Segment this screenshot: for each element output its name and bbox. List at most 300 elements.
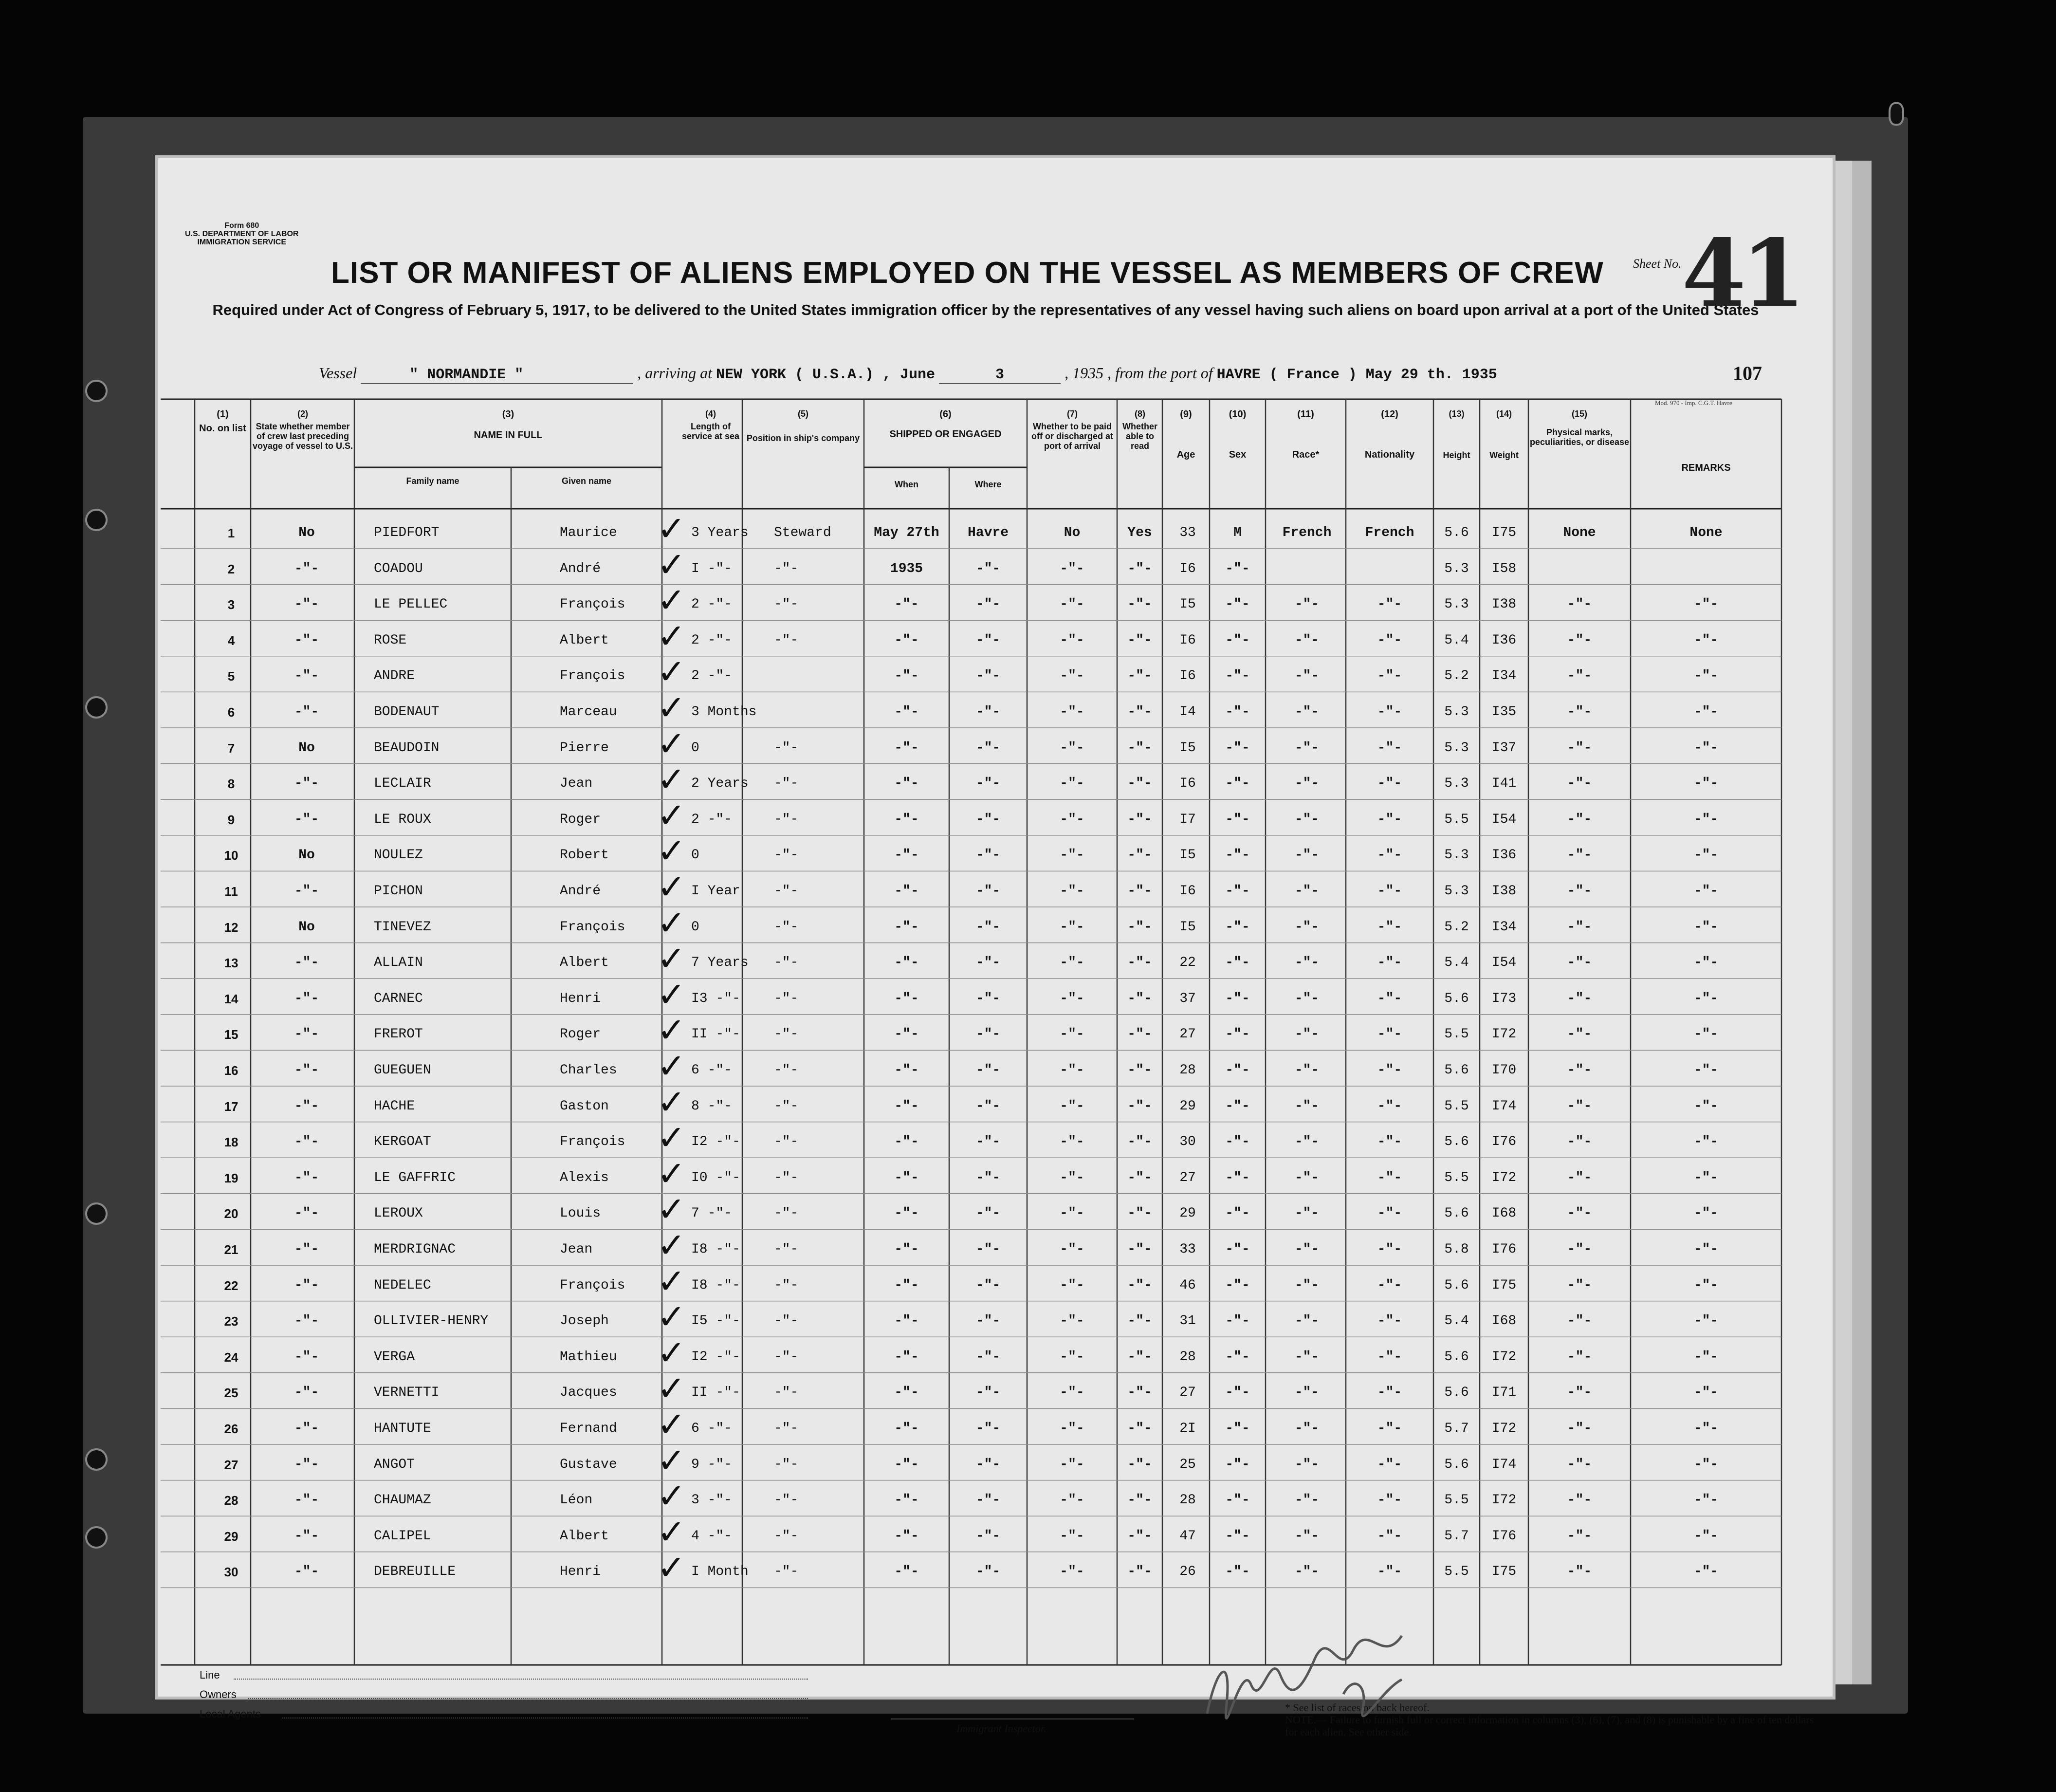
remarks-cell: -"- [1693, 1206, 1719, 1221]
age-cell: 28 [1179, 1063, 1196, 1078]
remarks-cell: -"- [1693, 919, 1719, 935]
age-cell: 37 [1179, 991, 1196, 1006]
row-number-cell: 16 [224, 1063, 239, 1078]
weight-cell: I74 [1491, 1098, 1517, 1114]
length-of-service-cell: 7 -"- [691, 1206, 733, 1221]
nationality-cell: -"- [1377, 1564, 1402, 1580]
check-mark-icon: ✓ [657, 1261, 686, 1301]
previous-voyage-cell: -"- [294, 1457, 319, 1472]
line-field [234, 1679, 808, 1680]
shipped-where-cell: -"- [975, 1170, 1001, 1185]
check-mark-icon: ✓ [657, 1118, 686, 1158]
nationality-cell: -"- [1377, 632, 1402, 648]
physical-marks-cell: -"- [1567, 1098, 1592, 1114]
arriving-label: , arriving at [637, 364, 712, 382]
physical-marks-cell: -"- [1567, 1170, 1592, 1185]
physical-marks-cell: -"- [1567, 776, 1592, 792]
family-name-cell: ANGOT [374, 1457, 415, 1472]
col-header-family-name: Family name [406, 476, 459, 486]
physical-marks-cell: -"- [1567, 1242, 1592, 1257]
length-of-service-cell: 2 -"- [691, 812, 733, 827]
position-cell: -"- [774, 1063, 799, 1078]
col-header-race [1266, 409, 1346, 461]
check-mark-icon: ✓ [657, 867, 686, 907]
height-cell: 5.4 [1444, 1313, 1469, 1329]
given-name-cell: Henri [560, 991, 601, 1006]
weight-cell: I70 [1491, 1063, 1517, 1078]
height-cell: 5.7 [1444, 1421, 1469, 1436]
age-cell: I6 [1179, 561, 1196, 576]
shipped-when-cell: -"- [894, 884, 919, 899]
paid-off-cell: -"- [1060, 955, 1084, 971]
col-header-remarks: REMARKS [1681, 462, 1731, 473]
race-cell: -"- [1294, 668, 1320, 684]
physical-marks-cell: -"- [1567, 704, 1592, 720]
punch-hole [85, 1448, 108, 1471]
previous-voyage-cell: -"- [294, 1421, 319, 1436]
shipped-where-cell: -"- [975, 740, 1001, 756]
nationality-cell: -"- [1377, 1313, 1402, 1329]
physical-marks-cell: -"- [1567, 812, 1592, 827]
col-number: (12) [1381, 409, 1398, 420]
shipped-when-cell: -"- [894, 1206, 919, 1221]
local-agents-label: Local Agents [200, 1708, 261, 1720]
race-cell: -"- [1294, 1098, 1320, 1114]
race-cell: -"- [1294, 812, 1320, 827]
length-of-service-cell: I0 -"- [691, 1170, 740, 1185]
able-to-read-cell: -"- [1127, 668, 1152, 684]
row-number-cell: 1 [227, 526, 235, 540]
inspector-signature-line [891, 1718, 1134, 1719]
remarks-cell: -"- [1693, 1170, 1719, 1185]
family-name-cell: KERGOAT [374, 1134, 431, 1150]
height-cell: 5.3 [1444, 597, 1469, 612]
length-of-service-cell: 3 Months [691, 704, 757, 720]
shipped-when-cell: -"- [894, 1134, 919, 1150]
row-number-cell: 8 [227, 776, 235, 792]
height-cell: 5.3 [1444, 848, 1469, 863]
given-name-cell: François [560, 668, 625, 684]
shipped-where-cell: -"- [975, 1457, 1001, 1472]
position-cell: -"- [774, 597, 799, 612]
length-of-service-cell: I2 -"- [691, 1349, 740, 1365]
sex-cell: -"- [1225, 1385, 1250, 1401]
sex-cell: -"- [1225, 561, 1250, 576]
able-to-read-cell: -"- [1127, 1493, 1152, 1508]
length-of-service-cell: 3 Years [691, 525, 749, 540]
physical-marks-cell: -"- [1567, 597, 1592, 612]
sex-cell: -"- [1225, 991, 1250, 1006]
paid-off-cell: -"- [1060, 1349, 1084, 1365]
row-number-cell: 15 [224, 1027, 239, 1042]
row-number-cell: 24 [224, 1349, 239, 1365]
given-name-cell: Gustave [560, 1457, 617, 1472]
col-header-name [354, 409, 662, 441]
able-to-read-cell: -"- [1127, 1027, 1152, 1042]
height-cell: 5.6 [1444, 1063, 1469, 1078]
shipped-when-cell: -"- [894, 1385, 919, 1401]
weight-cell: I72 [1491, 1027, 1517, 1042]
check-mark-icon: ✓ [657, 616, 686, 656]
paid-off-cell: -"- [1060, 632, 1084, 648]
sex-cell: -"- [1225, 1564, 1250, 1580]
age-cell: I5 [1179, 919, 1196, 935]
remarks-cell: -"- [1693, 1277, 1719, 1293]
row-number-cell: 4 [227, 633, 235, 648]
remarks-cell: -"- [1693, 812, 1719, 827]
height-cell: 5.3 [1444, 776, 1469, 792]
family-name-cell: HACHE [374, 1098, 415, 1114]
col-label: Length of service at sea [681, 422, 740, 441]
able-to-read-cell: -"- [1127, 955, 1152, 971]
weight-cell: I37 [1491, 740, 1517, 756]
shipped-where-cell: -"- [975, 848, 1001, 863]
able-to-read-cell: -"- [1127, 561, 1152, 576]
weight-cell: I36 [1491, 848, 1517, 863]
given-name-cell: Roger [560, 812, 601, 827]
nationality-cell: -"- [1377, 668, 1402, 684]
arrival-day: 3 [995, 367, 1005, 383]
able-to-read-cell: -"- [1127, 740, 1152, 756]
punch-hole [1889, 102, 1904, 126]
physical-marks-cell: -"- [1567, 1385, 1592, 1401]
nationality-cell: -"- [1377, 1277, 1402, 1293]
paid-off-cell: -"- [1060, 1098, 1084, 1114]
paid-off-cell: -"- [1060, 597, 1084, 612]
length-of-service-cell: 0 [691, 740, 699, 756]
race-cell [1268, 559, 1346, 579]
sex-cell: -"- [1225, 1528, 1250, 1544]
weight-cell: I71 [1491, 1385, 1517, 1401]
previous-voyage-cell: -"- [294, 597, 319, 612]
paid-off-cell: -"- [1060, 1493, 1084, 1508]
remarks-cell: -"- [1693, 848, 1719, 863]
col-label: Age [1176, 449, 1195, 460]
previous-voyage-cell: -"- [294, 1098, 319, 1114]
paid-off-cell: No [1064, 525, 1081, 540]
col-number: (4) [705, 409, 716, 419]
paid-off-cell: -"- [1060, 740, 1084, 756]
height-cell: 5.3 [1444, 561, 1469, 576]
physical-marks-cell: -"- [1567, 1493, 1592, 1508]
position-cell: -"- [774, 884, 799, 899]
height-cell: 5.6 [1444, 1349, 1469, 1365]
physical-marks-cell: -"- [1567, 1457, 1592, 1472]
previous-voyage-cell: -"- [294, 1313, 319, 1329]
nationality-cell: -"- [1377, 1385, 1402, 1401]
sex-cell: -"- [1225, 1206, 1250, 1221]
age-cell: 22 [1179, 955, 1196, 971]
remarks-cell: -"- [1693, 1528, 1719, 1544]
page-title: LIST OR MANIFEST OF ALIENS EMPLOYED ON THE VESSEL AS MEMBERS OF CREW [331, 256, 1604, 290]
previous-voyage-cell: -"- [294, 632, 319, 648]
paid-off-cell: -"- [1060, 1027, 1084, 1042]
nationality-cell: -"- [1377, 1027, 1402, 1042]
shipped-when-cell: -"- [894, 632, 919, 648]
family-name-cell: NEDELEC [374, 1277, 431, 1293]
given-name-cell: Roger [560, 1027, 601, 1042]
race-cell: -"- [1294, 1277, 1320, 1293]
col-header-height [1433, 409, 1480, 460]
previous-voyage-cell: -"- [294, 1063, 319, 1078]
remarks-cell: -"- [1693, 776, 1719, 792]
given-name-cell: Albert [560, 955, 609, 971]
height-cell: 5.2 [1444, 668, 1469, 684]
col-header-when: When [895, 480, 918, 489]
check-mark-icon: ✓ [657, 1440, 686, 1480]
weight-cell: I76 [1491, 1528, 1517, 1544]
able-to-read-cell: Yes [1127, 525, 1152, 540]
height-cell: 5.8 [1444, 1242, 1469, 1257]
sex-cell: -"- [1225, 668, 1250, 684]
family-name-cell: DEBREUILLE [374, 1564, 456, 1580]
check-mark-icon: ✓ [657, 1225, 686, 1265]
given-name-cell: André [560, 561, 601, 576]
able-to-read-cell: -"- [1127, 632, 1152, 648]
shipped-where-cell: -"- [975, 704, 1001, 720]
height-cell: 5.3 [1444, 704, 1469, 720]
nationality-cell: -"- [1377, 1206, 1402, 1221]
given-name-cell: Robert [560, 848, 609, 863]
arrival-port: NEW YORK ( U.S.A.) , June [716, 367, 936, 383]
paid-off-cell: -"- [1060, 1457, 1084, 1472]
shipped-where-cell: -"- [975, 1349, 1001, 1365]
col-header-nationality [1346, 409, 1433, 461]
height-cell: 5.6 [1444, 1134, 1469, 1150]
shipped-when-cell: -"- [894, 1421, 919, 1436]
previous-voyage-cell: -"- [294, 991, 319, 1006]
given-name-cell: Jean [560, 1242, 593, 1257]
nationality-cell: -"- [1377, 597, 1402, 612]
age-cell: I5 [1179, 740, 1196, 756]
col-label: Whether to be paid off or discharged at port of arrival [1031, 422, 1114, 451]
col-header-age [1162, 409, 1210, 461]
height-cell: 5.6 [1444, 1385, 1469, 1401]
length-of-service-cell: 7 Years [691, 955, 749, 971]
sex-cell: -"- [1225, 1493, 1250, 1508]
remarks-cell: -"- [1693, 632, 1719, 648]
nationality-cell: -"- [1377, 812, 1402, 827]
family-name-cell: VERNETTI [374, 1385, 440, 1401]
col-label: NAME IN FULL [474, 430, 543, 441]
sex-cell: M [1233, 525, 1242, 540]
given-name-cell: François [560, 597, 625, 612]
check-mark-icon: ✓ [657, 1404, 686, 1444]
able-to-read-cell: -"- [1127, 1098, 1152, 1114]
sex-cell: -"- [1225, 1134, 1250, 1150]
age-cell: 29 [1179, 1098, 1196, 1114]
given-name-cell: Alexis [560, 1170, 609, 1185]
shipped-where-cell: -"- [975, 1421, 1001, 1436]
shipped-where-cell: -"- [975, 1134, 1001, 1150]
previous-voyage-cell: -"- [294, 1242, 319, 1257]
check-mark-icon: ✓ [657, 1332, 686, 1373]
punch-hole [85, 380, 108, 402]
remarks-cell: -"- [1693, 668, 1719, 684]
family-name-cell: BODENAUT [374, 704, 440, 720]
previous-voyage-cell: -"- [294, 1170, 319, 1185]
remarks-cell: -"- [1693, 884, 1719, 899]
able-to-read-cell: -"- [1127, 1421, 1152, 1436]
previous-voyage-cell: -"- [294, 1277, 319, 1293]
sex-cell: -"- [1225, 1457, 1250, 1472]
age-cell: I5 [1179, 597, 1196, 612]
col-header-position [742, 409, 864, 443]
age-cell: I7 [1179, 812, 1196, 827]
remarks-cell: -"- [1693, 1134, 1719, 1150]
check-mark-icon: ✓ [657, 1476, 686, 1516]
shipped-where-cell: -"- [975, 597, 1001, 612]
family-name-cell: GUEGUEN [374, 1063, 431, 1078]
shipped-when-cell: -"- [894, 919, 919, 935]
sex-cell: -"- [1225, 1063, 1250, 1078]
weight-cell: I75 [1491, 525, 1517, 540]
physical-marks-cell: -"- [1567, 1564, 1592, 1580]
able-to-read-cell: -"- [1127, 1242, 1152, 1257]
check-mark-icon: ✓ [657, 795, 686, 835]
col-header-previous-voyage [252, 409, 353, 451]
age-cell: 31 [1179, 1313, 1196, 1329]
race-cell: -"- [1294, 1564, 1320, 1580]
physical-marks-cell: -"- [1567, 1027, 1592, 1042]
races-note: * See list of races on back hereof. [1285, 1701, 1430, 1714]
able-to-read-cell: -"- [1127, 1457, 1152, 1472]
length-of-service-cell: I5 -"- [691, 1313, 740, 1329]
col-number: (10) [1229, 409, 1247, 420]
row-number-cell: 30 [224, 1565, 239, 1580]
given-name-cell: Albert [560, 1528, 609, 1544]
given-name-cell: Fernand [560, 1421, 617, 1436]
able-to-read-cell: -"- [1127, 848, 1152, 863]
remarks-cell: -"- [1693, 1027, 1719, 1042]
height-cell: 5.5 [1444, 1564, 1469, 1580]
previous-voyage-cell: -"- [294, 668, 319, 684]
height-cell: 5.5 [1444, 1027, 1469, 1042]
able-to-read-cell: -"- [1127, 1528, 1152, 1544]
weight-cell: I68 [1491, 1206, 1517, 1221]
col-number: (1) [217, 409, 229, 420]
col-label: SHIPPED OR ENGAGED [889, 429, 1002, 440]
punch-hole [85, 1202, 108, 1225]
check-mark-icon: ✓ [657, 580, 686, 621]
paid-off-cell: -"- [1060, 812, 1084, 827]
physical-marks-cell: -"- [1567, 1134, 1592, 1150]
nationality-cell: -"- [1377, 1493, 1402, 1508]
family-name-cell: ROSE [374, 632, 407, 648]
col-label: Nationality [1364, 449, 1415, 460]
able-to-read-cell: -"- [1127, 776, 1152, 792]
sex-cell: -"- [1225, 740, 1250, 756]
family-name-cell: BEAUDOIN [374, 740, 440, 756]
height-cell: 5.6 [1444, 525, 1469, 540]
position-cell: -"- [774, 1564, 799, 1580]
race-cell: -"- [1294, 1313, 1320, 1329]
length-of-service-cell: 0 [691, 919, 699, 935]
able-to-read-cell: -"- [1127, 1349, 1152, 1365]
given-name-cell: Jean [560, 776, 593, 792]
col-number: (9) [1180, 409, 1192, 420]
age-cell: 33 [1179, 525, 1196, 540]
row-number-cell: 26 [224, 1422, 239, 1436]
check-mark-icon: ✓ [657, 1368, 686, 1409]
shipped-where-cell: -"- [975, 1098, 1001, 1114]
col-number: (5) [798, 409, 808, 419]
age-cell: 28 [1179, 1349, 1196, 1365]
race-cell: -"- [1294, 1385, 1320, 1401]
age-cell: 46 [1179, 1277, 1196, 1293]
given-name-cell: Léon [560, 1493, 593, 1508]
able-to-read-cell: -"- [1127, 1063, 1152, 1078]
departure-port: HAVRE ( France ) May 29 th. 1935 [1216, 367, 1497, 383]
shipped-when-cell: -"- [894, 1027, 919, 1042]
physical-marks-cell: -"- [1567, 740, 1592, 756]
col-header-paid-off [1028, 409, 1117, 451]
shipped-where-cell: -"- [975, 1063, 1001, 1078]
position-cell: -"- [774, 1277, 799, 1293]
sex-cell: -"- [1225, 1170, 1250, 1185]
given-name-cell: Charles [560, 1063, 617, 1078]
nationality-cell: -"- [1377, 1457, 1402, 1472]
check-mark-icon: ✓ [657, 544, 686, 585]
length-of-service-cell: I -"- [691, 561, 733, 576]
shipped-when-cell: -"- [894, 1493, 919, 1508]
physical-marks-cell: -"- [1567, 1421, 1592, 1436]
row-number-cell: 25 [224, 1386, 239, 1401]
position-cell: -"- [774, 1421, 799, 1436]
col-header-no [195, 409, 251, 434]
weight-cell: I54 [1491, 955, 1517, 971]
shipped-where-cell: -"- [975, 1027, 1001, 1042]
inspector-label: Immigrant Inspector. [956, 1722, 1046, 1735]
physical-marks-cell: -"- [1567, 848, 1592, 863]
height-cell: 5.5 [1444, 1170, 1469, 1185]
family-name-cell: TINEVEZ [374, 919, 431, 935]
remarks-cell [1631, 559, 1781, 579]
race-cell: French [1282, 525, 1332, 540]
remarks-cell: -"- [1693, 955, 1719, 971]
vessel-name: " NORMANDIE " [409, 367, 524, 383]
row-number-cell: 29 [224, 1529, 239, 1544]
position-cell: -"- [774, 561, 799, 576]
remarks-cell: -"- [1693, 704, 1719, 720]
shipped-where-cell: -"- [975, 919, 1001, 935]
family-name-cell: LE ROUX [374, 812, 431, 827]
height-cell: 5.7 [1444, 1528, 1469, 1544]
family-name-cell: CARNEC [374, 991, 423, 1006]
col-number: (11) [1297, 409, 1314, 420]
previous-voyage-cell: No [298, 919, 315, 935]
weight-cell: I76 [1491, 1242, 1517, 1257]
previous-voyage-cell: -"- [294, 1493, 319, 1508]
paid-off-cell: -"- [1060, 1206, 1084, 1221]
shipped-where-cell: -"- [975, 1564, 1001, 1580]
vessel-field [361, 364, 633, 384]
weight-cell: I54 [1491, 812, 1517, 827]
length-of-service-cell: II -"- [691, 1027, 740, 1042]
page-number: 107 [1733, 362, 1762, 384]
weight-cell: I68 [1491, 1313, 1517, 1329]
position-cell: -"- [774, 1528, 799, 1544]
row-number-cell: 12 [224, 920, 239, 935]
age-cell: 47 [1179, 1528, 1196, 1544]
check-mark-icon: ✓ [657, 1153, 686, 1194]
vessel-line [319, 364, 1497, 384]
race-cell: -"- [1294, 1493, 1320, 1508]
physical-marks-cell: -"- [1567, 632, 1592, 648]
service-text: IMMIGRATION SERVICE [197, 238, 286, 246]
family-name-cell: PIEDFORT [374, 525, 440, 540]
col-number: (8) [1135, 409, 1145, 419]
